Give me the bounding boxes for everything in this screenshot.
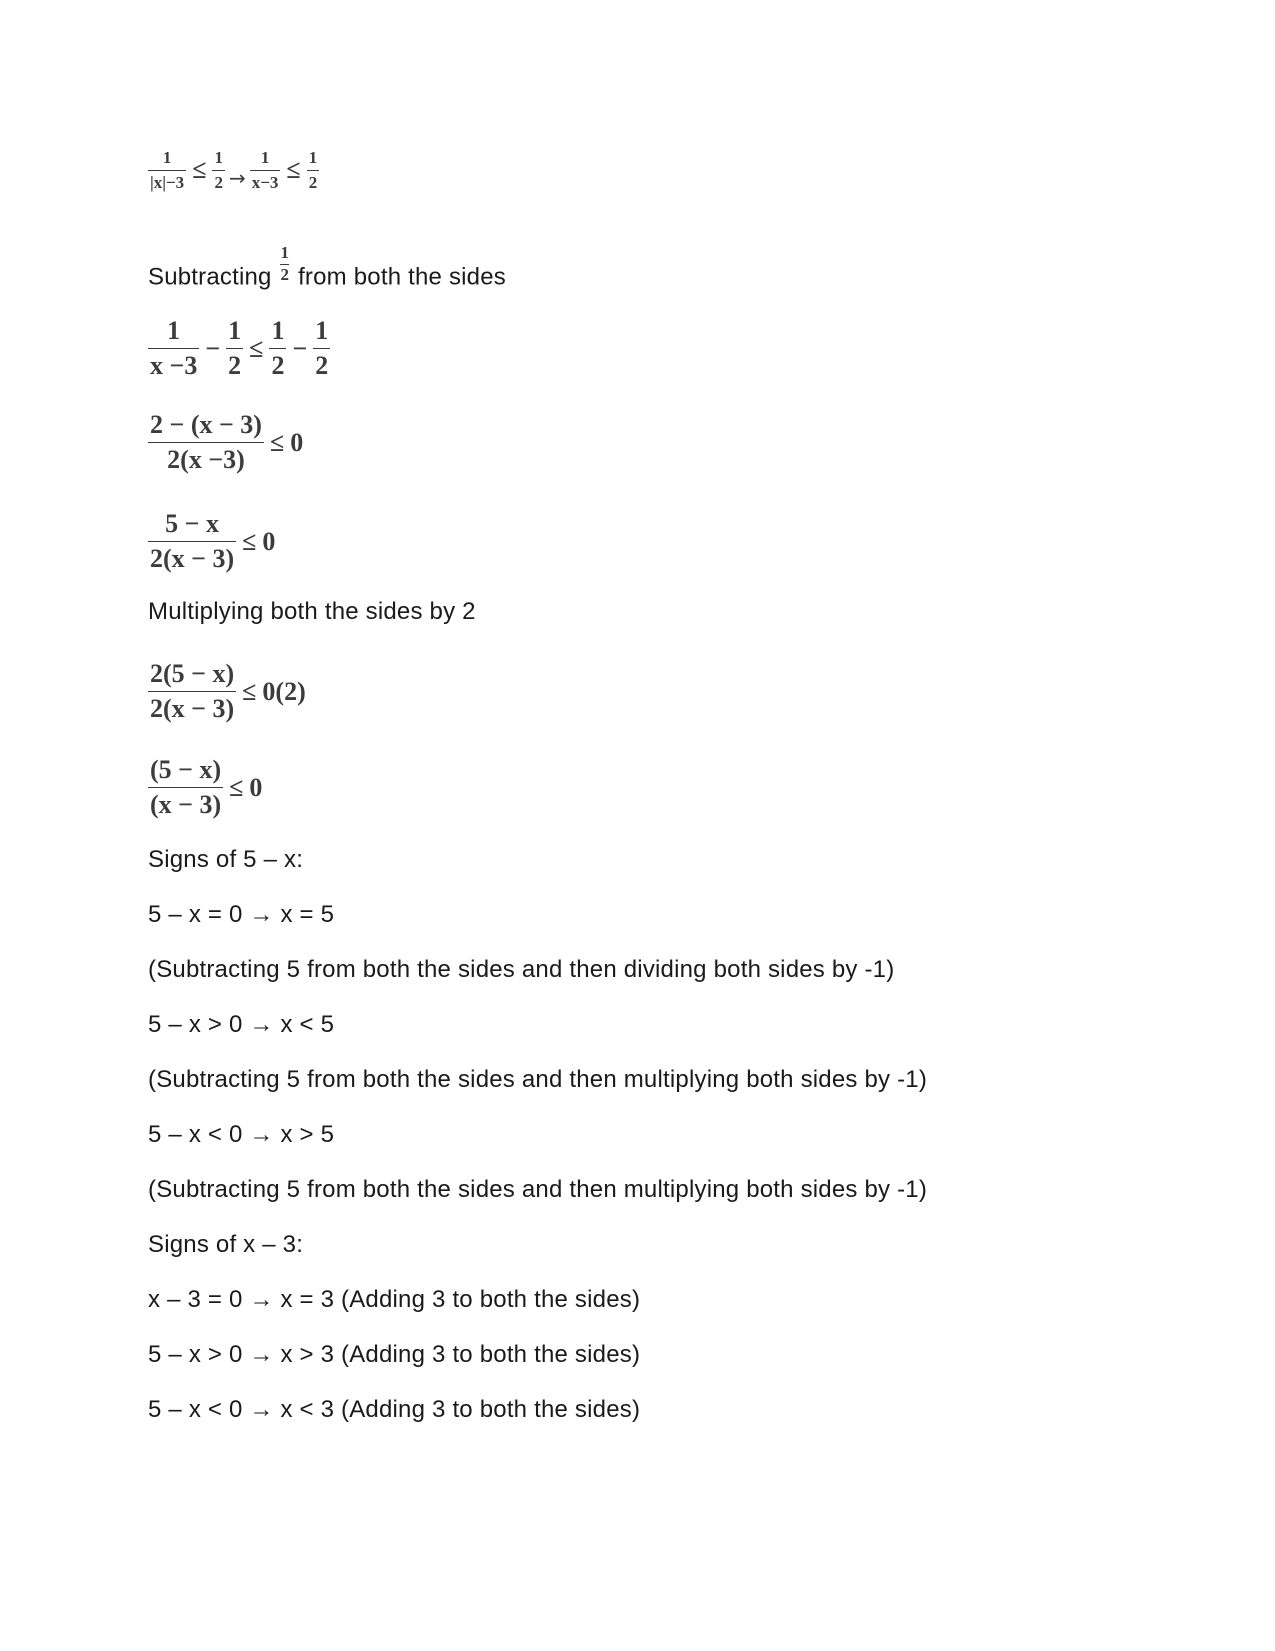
fraction [148, 755, 223, 820]
numerator: 1 [260, 148, 270, 167]
fraction-bar [212, 170, 225, 172]
denominator: x−3 [251, 173, 279, 193]
equation-simplified [148, 509, 275, 574]
rhs: 0 [290, 427, 304, 457]
text-line: 5 – x < 0 → x > 5 [148, 1121, 335, 1148]
fraction-bar [226, 348, 243, 350]
operator: ≤ [269, 427, 285, 457]
denominator: 2 [308, 173, 318, 193]
text-line: 5 – x < 0 → x < 3 (Adding 3 to both the sides) [148, 1396, 641, 1423]
operator: − [205, 333, 221, 363]
fraction-bar [269, 348, 286, 350]
numerator: 1 [308, 148, 318, 167]
numerator: 5 − x [165, 509, 219, 538]
fraction-bar [148, 348, 199, 350]
equation-combined [148, 410, 303, 475]
denominator: (x − 3) [150, 790, 222, 820]
denominator: 2 [214, 173, 223, 193]
rhs: 0(2) [262, 676, 306, 706]
numerator: 1 [162, 148, 172, 167]
denominator: |x|−3 [150, 173, 185, 193]
fraction [250, 148, 281, 193]
numerator: 1 [280, 243, 290, 262]
numerator: 2(5 − x) [150, 659, 235, 688]
equation-multiplied [148, 659, 306, 724]
equation-final [148, 755, 262, 820]
equation-abs-inequality [148, 148, 319, 193]
fraction-bar [148, 691, 236, 693]
fraction-bar [313, 348, 330, 350]
operator: ≤ [229, 772, 244, 802]
fraction [313, 316, 330, 381]
equation-subtract-half [148, 316, 330, 381]
denominator: 2(x − 3) [150, 694, 235, 724]
text-fragment: from both the sides [298, 263, 506, 291]
rhs: 0 [262, 526, 276, 556]
text-line: (Subtracting 5 from both the sides and then multiplying both sides by -1) [148, 1176, 928, 1203]
denominator: 2(x − 3) [150, 544, 235, 574]
text-multiplying: Multiplying both the sides by 2 [148, 598, 476, 625]
numerator: 1 [271, 316, 285, 345]
fraction-bar [148, 787, 223, 789]
operator: ≤ [242, 676, 257, 706]
numerator: 1 [214, 148, 223, 167]
operator: ≤ [192, 155, 207, 185]
fraction [148, 659, 236, 724]
inline-fraction [280, 244, 289, 285]
fraction [148, 509, 236, 574]
text-line: Signs of 5 – x: [148, 846, 304, 873]
text-fragment: Subtracting [148, 263, 272, 291]
denominator: 2(x −3) [167, 445, 245, 475]
operator: − [292, 333, 308, 363]
fraction [307, 148, 320, 193]
text-line: (Subtracting 5 from both the sides and then multiplying both sides by -1) [148, 1066, 928, 1093]
denominator: 2 [228, 351, 242, 381]
denominator: x −3 [150, 351, 198, 381]
fraction [226, 316, 243, 381]
text-line: (Subtracting 5 from both the sides and then dividing both sides by -1) [148, 956, 895, 983]
fraction [269, 316, 286, 381]
operator: ≤ [249, 333, 264, 363]
text-line: x – 3 = 0 → x = 3 (Adding 3 to both the sides) [148, 1286, 641, 1313]
text-line: 5 – x > 0 → x < 5 [148, 1011, 335, 1038]
text-line: 5 – x > 0 → x > 3 (Adding 3 to both the sides) [148, 1341, 641, 1368]
text-subtracting-half [148, 243, 506, 299]
fraction-bar [148, 170, 186, 172]
numerator: 2 − (x − 3) [150, 410, 262, 439]
arrow-icon: → [228, 166, 246, 191]
operator: ≤ [286, 155, 301, 185]
fraction [148, 316, 199, 381]
numerator: 1 [228, 316, 242, 345]
fraction-bar [307, 170, 320, 172]
numerator: 1 [167, 316, 181, 345]
operator: ≤ [242, 526, 257, 556]
fraction-bar [148, 442, 264, 444]
denominator: 2 [315, 351, 329, 381]
numerator: 1 [315, 316, 329, 345]
fraction [148, 410, 264, 475]
fraction [212, 148, 225, 193]
fraction-bar [148, 541, 236, 543]
fraction [148, 148, 186, 193]
rhs: 0 [249, 772, 263, 802]
numerator: (5 − x) [150, 755, 222, 784]
denominator: 2 [271, 351, 285, 381]
text-line: Signs of x – 3: [148, 1231, 304, 1258]
fraction-bar [250, 170, 281, 172]
denominator: 2 [280, 265, 290, 285]
text-line: 5 – x = 0 → x = 5 [148, 901, 335, 928]
